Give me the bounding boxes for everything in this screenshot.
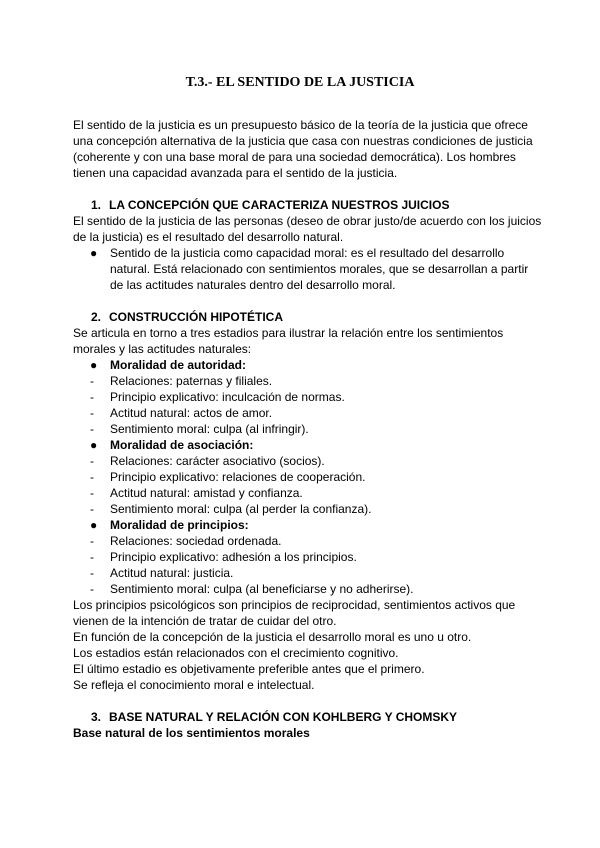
closing-paragraph: Los principios psicológicos son principios de reciprocidad, sentimientos activos que vienen de la intención de tratar de cuidar del otro.: [73, 598, 516, 628]
closing-line: Se refleja el conocimiento moral e intelectual.: [73, 678, 315, 692]
dash-marker: -: [90, 470, 94, 484]
section-3-heading: [91, 709, 457, 725]
stage-detail: [73, 453, 543, 469]
section-1-number: 1.: [91, 198, 102, 212]
section-1-heading: [91, 197, 449, 213]
stage-detail: [73, 501, 543, 517]
stage-detail: [73, 373, 543, 389]
dash-marker: -: [90, 406, 94, 420]
dash-marker: -: [90, 582, 94, 596]
closing-line: Los estadios están relacionados con el crecimiento cognitivo.: [73, 646, 399, 660]
stage-heading: [73, 517, 543, 533]
dash-marker: -: [90, 454, 94, 468]
section-2-heading: [91, 309, 283, 325]
document-title: T.3.- EL SENTIDO DE LA JUSTICIA: [185, 75, 415, 90]
intro-paragraph: El sentido de la justicia es un presupuesto básico de la teoría de la justicia que ofrece una concepción alternativa de la justicia que casa con nuestras condiciones de justicia (coherente y con una base moral de para una sociedad democrática). Los hombres tienen una capacidad avanzada para el sentido de la justicia.: [73, 118, 533, 180]
dash-marker: -: [90, 422, 94, 436]
section-2-number: 2.: [91, 310, 102, 324]
closing-line: El último estadio es objetivamente preferible antes que el primero.: [73, 662, 425, 676]
stage-detail: [73, 581, 543, 597]
dash-marker: -: [90, 534, 94, 548]
bullet-icon: ●: [90, 518, 98, 532]
stage-detail: [73, 549, 543, 565]
section-1-bullet-text: Sentido de la justicia como capacidad moral: es el resultado del desarrollo natural. Está relacionado con sentimientos morales, que se desarrollan a partir de las actitudes naturales dentro del desarrollo moral.: [110, 246, 529, 292]
stage-detail: [73, 565, 543, 581]
stage-detail: [73, 389, 543, 405]
dash-marker: -: [90, 502, 94, 516]
bullet-icon: ●: [90, 358, 98, 372]
stage-detail-text: Actitud natural: justicia.: [110, 566, 234, 580]
section-1-paragraph: El sentido de la justicia de las personas (deseo de obrar justo/de acuerdo con los juicios de la justicia) es el resultado del desarrollo natural.: [73, 214, 542, 244]
stage-detail-text: Relaciones: carácter asociativo (socios).: [110, 454, 325, 468]
dash-marker: -: [90, 390, 94, 404]
stage-detail-text: Principio explicativo: adhesión a los principios.: [110, 550, 357, 564]
section-2-paragraph: Se articula en torno a tres estadios para ilustrar la relación entre los sentimientos morales y las actitudes naturales:: [73, 326, 504, 356]
stage-detail: [73, 485, 543, 501]
stage-title: Moralidad de asociación:: [110, 438, 254, 452]
dash-marker: -: [90, 550, 94, 564]
section-3-title: BASE NATURAL Y RELACIÓN CON KOHLBERG Y CHOMSKY: [109, 710, 458, 724]
stage-detail-text: Principio explicativo: inculcación de normas.: [110, 390, 345, 404]
bullet-icon: ●: [90, 246, 98, 260]
section-3-subheading: Base natural de los sentimientos morales: [73, 726, 310, 740]
stage-detail-text: Sentimiento moral: culpa (al beneficiarse y no adherirse).: [110, 582, 414, 596]
stage-detail-text: Actitud natural: actos de amor.: [110, 406, 273, 420]
bullet-icon: ●: [90, 438, 98, 452]
stage-detail-text: Sentimiento moral: culpa (al infringir).: [110, 422, 309, 436]
stage-detail-text: Principio explicativo: relaciones de cooperación.: [110, 470, 366, 484]
stage-detail: [73, 533, 543, 549]
stage-detail-text: Actitud natural: amistad y confianza.: [110, 486, 303, 500]
section-2-closing: [73, 597, 543, 693]
dash-marker: -: [90, 486, 94, 500]
section-3-number: 3.: [91, 710, 102, 724]
stage-detail-text: Relaciones: paternas y filiales.: [110, 374, 273, 388]
dash-marker: -: [90, 374, 94, 388]
stage-detail: [73, 421, 543, 437]
section-1-bullet-item: [90, 245, 530, 293]
stage-detail: [73, 469, 543, 485]
stage-detail: [73, 405, 543, 421]
stage-heading: [73, 437, 543, 453]
stage-heading: [73, 357, 543, 373]
section-2-title: CONSTRUCCIÓN HIPOTÉTICA: [109, 310, 283, 324]
stages-list: [73, 357, 543, 597]
section-1-bullet-list: [90, 245, 530, 293]
dash-marker: -: [90, 566, 94, 580]
stage-detail-text: Relaciones: sociedad ordenada.: [110, 534, 282, 548]
stage-title: Moralidad de autoridad:: [110, 358, 247, 372]
section-1-title: LA CONCEPCIÓN QUE CARACTERIZA NUESTROS JUICIOS: [109, 198, 450, 212]
stage-detail-text: Sentimiento moral: culpa (al perder la confianza).: [110, 502, 372, 516]
closing-line: En función de la concepción de la justicia el desarrollo moral es uno u otro.: [73, 630, 472, 644]
stage-title: Moralidad de principios:: [110, 518, 249, 532]
